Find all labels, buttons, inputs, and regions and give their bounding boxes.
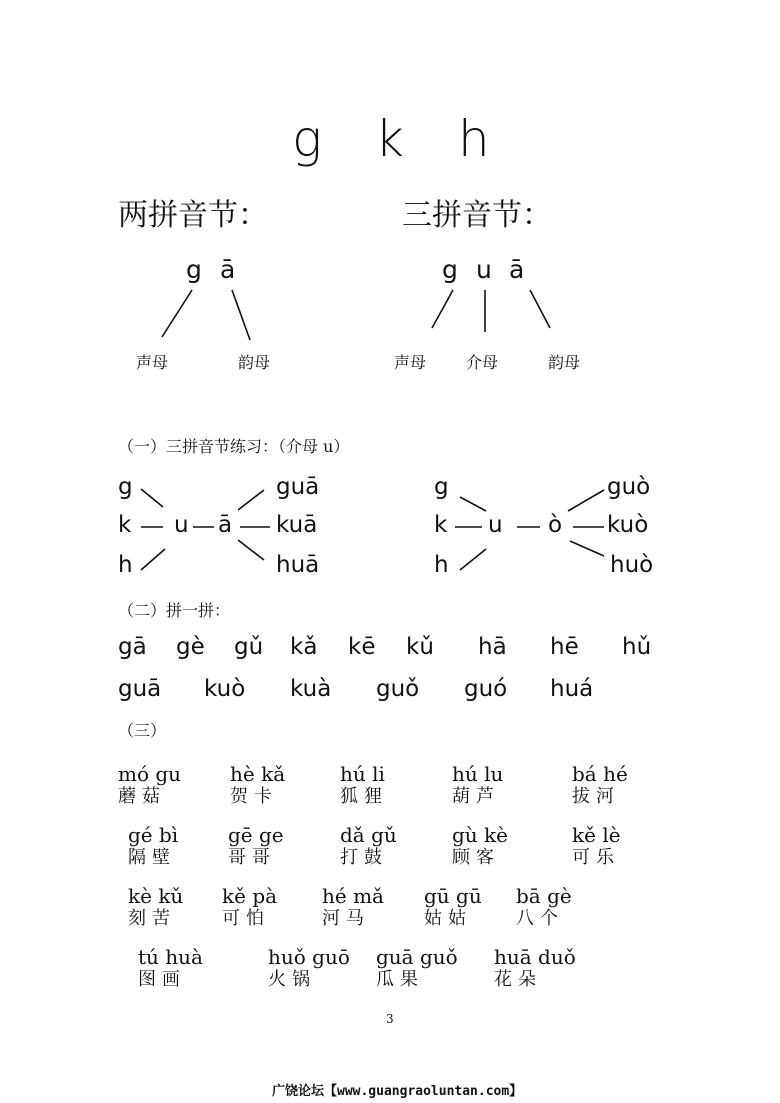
vocab-word [340, 823, 397, 869]
left-result-gua: guā [276, 474, 320, 500]
vocab-word [572, 762, 628, 808]
three-syllable-header: 三拼音节： [402, 198, 552, 233]
vocab-pinyin: hú li [340, 762, 385, 786]
practice-syllable: huá [550, 676, 594, 702]
section2-heading: （二）拼一拼： [118, 601, 231, 620]
right-line-huo [570, 541, 604, 556]
vocab-hanzi: 狐狸 [340, 786, 388, 807]
vocab-hanzi: 姑姑 [424, 908, 472, 929]
title-letter-h: h [458, 110, 490, 168]
vocab-hanzi: 火锅 [268, 969, 316, 990]
practice-syllable: kē [348, 634, 376, 660]
vocab-word [128, 823, 178, 869]
title-letter-g: g [292, 110, 323, 168]
vocab-hanzi: 哥哥 [228, 847, 276, 868]
vocab-word [452, 762, 503, 808]
three-branch-initial [432, 290, 453, 328]
left-line-hua [238, 540, 264, 560]
vocab-hanzi: 隔壁 [128, 847, 176, 868]
vocab-pinyin: bá hé [572, 762, 628, 786]
vocab-pinyin: hé mǎ [322, 884, 384, 908]
vocab-pinyin: guā guǒ [376, 945, 458, 969]
vocab-hanzi: 花朵 [494, 969, 542, 990]
vocab-pinyin: huǒ guō [268, 945, 350, 969]
practice-syllable: gā [118, 634, 147, 660]
practice-syllable: guā [118, 676, 162, 702]
practice-syllable: hā [478, 634, 507, 660]
three-syllable-final: ā [509, 255, 525, 284]
right-medial-u: u [488, 512, 503, 538]
vocab-pinyin: gū gū [424, 884, 482, 908]
vocab-pinyin: kě lè [572, 823, 621, 847]
vocab-word [376, 945, 458, 991]
practice-syllable: hē [550, 634, 579, 660]
vocab-pinyin: hè kǎ [230, 762, 286, 786]
practice-syllable: gǔ [234, 634, 264, 660]
right-result-huo: huò [610, 552, 654, 578]
left-line-g [141, 489, 163, 507]
left-result-hua: huā [276, 552, 320, 578]
vocab-pinyin: gē ge [228, 823, 284, 847]
right-result-kuo: kuò [607, 512, 649, 538]
vocab-hanzi: 图画 [138, 969, 186, 990]
vocab-word [268, 945, 350, 991]
section1-heading: （一）三拼音节练习：（介母 u） [118, 437, 350, 456]
left-line-h [141, 549, 165, 570]
two-syllable-initial: g [186, 255, 202, 284]
vocab-word [138, 945, 203, 991]
practice-syllable: kǎ [290, 634, 318, 660]
vocab-hanzi: 瓜果 [376, 969, 424, 990]
practice-syllable: gè [176, 634, 205, 660]
vocab-pinyin: mó gu [118, 762, 182, 786]
three-label-medial: 介母 [466, 353, 499, 372]
vocab-hanzi: 贺卡 [230, 786, 278, 807]
vocab-pinyin: kě pà [222, 884, 278, 908]
vocab-word [228, 823, 284, 869]
vocab-hanzi: 可乐 [572, 847, 620, 868]
vocab-pinyin: bā gè [516, 884, 572, 908]
left-initial-h: h [118, 552, 133, 578]
vocab-hanzi: 葫芦 [452, 786, 500, 807]
vocab-pinyin: huā duǒ [494, 945, 576, 969]
vocab-hanzi: 可怕 [222, 908, 270, 929]
three-label-final: 韵母 [548, 353, 581, 372]
vocab-word [452, 823, 508, 869]
page-number: 3 [386, 1012, 394, 1026]
right-final-o: ò [548, 512, 563, 538]
left-line-gua [238, 490, 264, 510]
left-result-kua: kuā [276, 512, 318, 538]
vocab-pinyin: gù kè [452, 823, 508, 847]
vocab-hanzi: 刻苦 [128, 908, 176, 929]
practice-syllable: hǔ [622, 634, 652, 660]
vocab-word [128, 884, 183, 930]
vocab-pinyin: gé bì [128, 823, 179, 847]
practice-syllable: guó [464, 676, 508, 702]
two-label-final: 韵母 [238, 353, 271, 372]
right-line-guo [568, 490, 604, 511]
vocab-word [572, 823, 621, 869]
two-branch-final [232, 290, 250, 340]
vocab-hanzi: 打鼓 [340, 847, 388, 868]
vocab-word [118, 762, 181, 808]
vocab-word [230, 762, 285, 808]
right-initial-g: g [434, 474, 449, 500]
right-line-h [460, 549, 486, 570]
vocab-word [424, 884, 482, 930]
three-branch-final [530, 290, 550, 328]
vocab-hanzi: 顾客 [452, 847, 500, 868]
vocab-pinyin: tú huà [138, 945, 203, 969]
title-letter-k: k [375, 110, 404, 168]
two-branch-initial [162, 290, 192, 337]
vocab-word [340, 762, 388, 808]
three-label-initial: 声母 [394, 353, 427, 372]
right-initial-k: k [434, 512, 448, 538]
practice-syllable: kǔ [406, 634, 434, 660]
vocab-hanzi: 蘑菇 [118, 786, 166, 807]
three-syllable-initial: g [442, 255, 458, 284]
section3-heading: （三） [118, 721, 167, 740]
vocab-word [516, 884, 572, 930]
two-syllable-header: 两拼音节： [118, 198, 268, 233]
left-final-a: ā [218, 512, 233, 538]
vocab-word [322, 884, 384, 930]
right-result-guo: guò [607, 474, 651, 500]
vocab-hanzi: 拔河 [572, 786, 620, 807]
vocab-pinyin: hú lu [452, 762, 504, 786]
vocab-hanzi: 八个 [516, 908, 564, 929]
footer-text: 广饶论坛【www.guangraoluntan.com】 [272, 1084, 523, 1099]
vocab-pinyin: kè kǔ [128, 884, 184, 908]
vocab-pinyin: dǎ gǔ [340, 823, 397, 847]
three-syllable-medial: u [476, 255, 492, 284]
vocab-word [494, 945, 576, 991]
vocab-hanzi: 河马 [322, 908, 370, 929]
practice-syllable: kuà [290, 676, 332, 702]
two-label-initial: 声母 [136, 353, 169, 372]
vocab-word [222, 884, 277, 930]
practice-syllable: guǒ [376, 676, 420, 702]
right-line-g [460, 497, 486, 511]
left-medial-u: u [174, 512, 189, 538]
left-initial-k: k [118, 512, 132, 538]
practice-syllable: kuò [204, 676, 246, 702]
two-syllable-final: ā [220, 255, 236, 284]
left-initial-g: g [118, 474, 133, 500]
right-initial-h: h [434, 552, 449, 578]
